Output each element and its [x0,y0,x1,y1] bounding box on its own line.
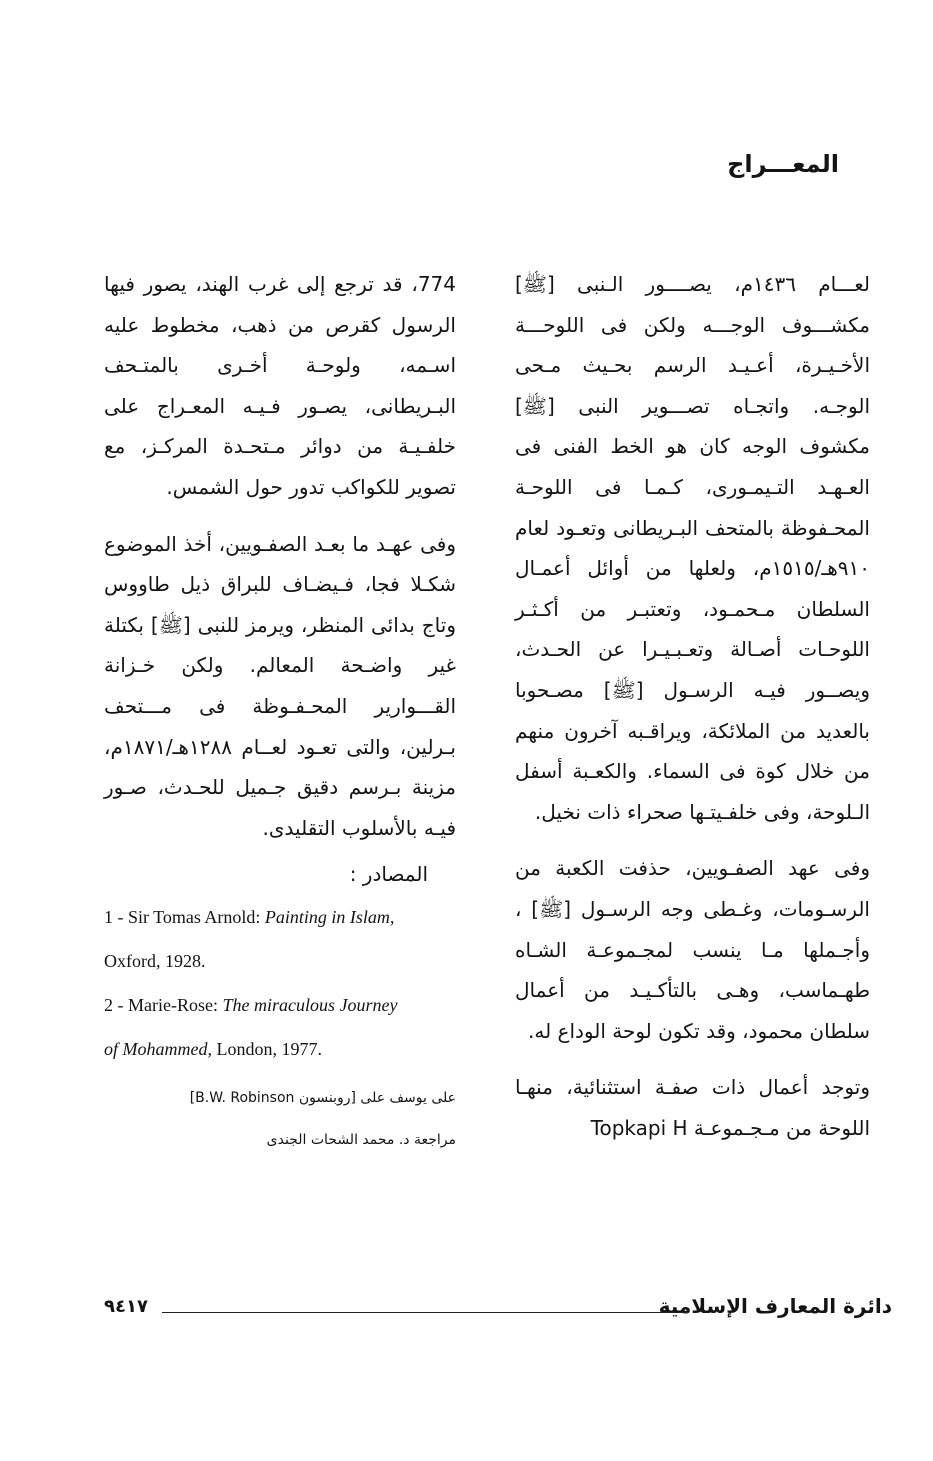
right-column [515,264,870,1148]
paragraph: لعـــام ١٤٣٦م، يصــــور الـنبى [ﷺ] مكشـــوف الوجـــه ولكن فى اللوحـــة الأخـيـرة، أعـيـد الرسم بحـيث مـحى الوجـه. واتجـاه تصـــوير النبى [ﷺ] مكشوف الوجه كان هو الخط الفنى فى العـهـد التـيمـورى، كـمـا فى اللوحـة المحـفوظة بالمتحف البـريطانى وتعـود لعام ٩١٠هـ/١٥١٥م، ولعلها من أوائل أعمـال السلطان مـحمـود، وتعتبـر من أكـثـر اللوحـات أصـالة وتعـبـيـرا عن الحـدث، ويصــور فيـه الرسـول [ﷺ] مصـحوبا بالعديد من الملائكة، ويراقـبه آخرون منهم من خلال كوة فى السماء. والكعـبة أسفل الـلوحة، وفى خلفـيتـها صحراء ذات نخيل. [515,272,871,824]
paragraph: 774، قد ترجع إلى غرب الهند، يصور فيها الرسول كقرص من ذهب، مخطوط عليه اسـمه، ولوحـة أخـرى بالمتـحف البـريطانى، يصـور فـيـه المعـراج على خلفـيـة من دوائر مـتحـدة المركـز، مع تصوير للكواكب تدور حول الشمس. [104,272,456,499]
paragraph: وتوجد أعمال ذات صفـة استثنائية، منهـا اللوحة من مـجـموعـة Topkapi H [515,1075,870,1140]
reference-publisher: London, 1977. [211,1038,322,1059]
reference-author: 2 - Marie-Rose: [104,994,223,1015]
running-header: المعـــراج [727,150,839,178]
footer-rule [162,1312,689,1313]
reference-author: 1 - Sir Tomas Arnold: [104,906,265,927]
reference-1 [104,895,456,983]
page-footer [104,1294,892,1324]
paragraph: وفى عهـد ما بعـد الصفـويين، أخذ الموضوع شكـلا فجا، فـيضـاف للبراق ذيل طاووس وتاج بدائى المنظر، ويرمز للنبى [ﷺ] بكتلة غير واضـحة المعالم. ولكن خـزانة القـــوارير المحـفـوظة فى مـــتحف بـرلين، والتى تعـود لعــام ١٢٨٨هـ/١٨٧١م، مزينة بـرسم دقيق جـميل للحـدث، صـور فيـه بالأسلوب التقليدى. [104,531,456,840]
paragraph: وفى عهد الصفـويين، حذفت الكعبة من الرسـومات، وغـطى وجه الرسـول [ﷺ] ، وأجـملها مـا ينسب لمجـموعـة الشـاه طهـماسب، وهـى بالتأكـيـد من أعمال سلطان محمود، وقد تكون لوحة الوداع له. [515,856,870,1043]
reference-2 [104,983,456,1071]
encyclopedia-title: دائرة المعارف الإسلامية [658,1294,892,1318]
sources-heading: المصادر : [349,862,428,887]
reference-title: Painting in Islam, [264,906,395,927]
reference-title: The miraculous Journey [222,994,398,1015]
reference-publisher: Oxford, 1928. [104,950,206,971]
page-number: ٩٤١٧ [104,1296,148,1317]
reviewer-credit: مراجعة د. محمد الشحات الجندى [266,1131,456,1148]
author-credit: على يوسف على [روبنسون B.W. Robinson] [189,1089,456,1106]
reference-title-cont: of Mohammed, [104,1038,212,1059]
left-column [104,264,456,1151]
